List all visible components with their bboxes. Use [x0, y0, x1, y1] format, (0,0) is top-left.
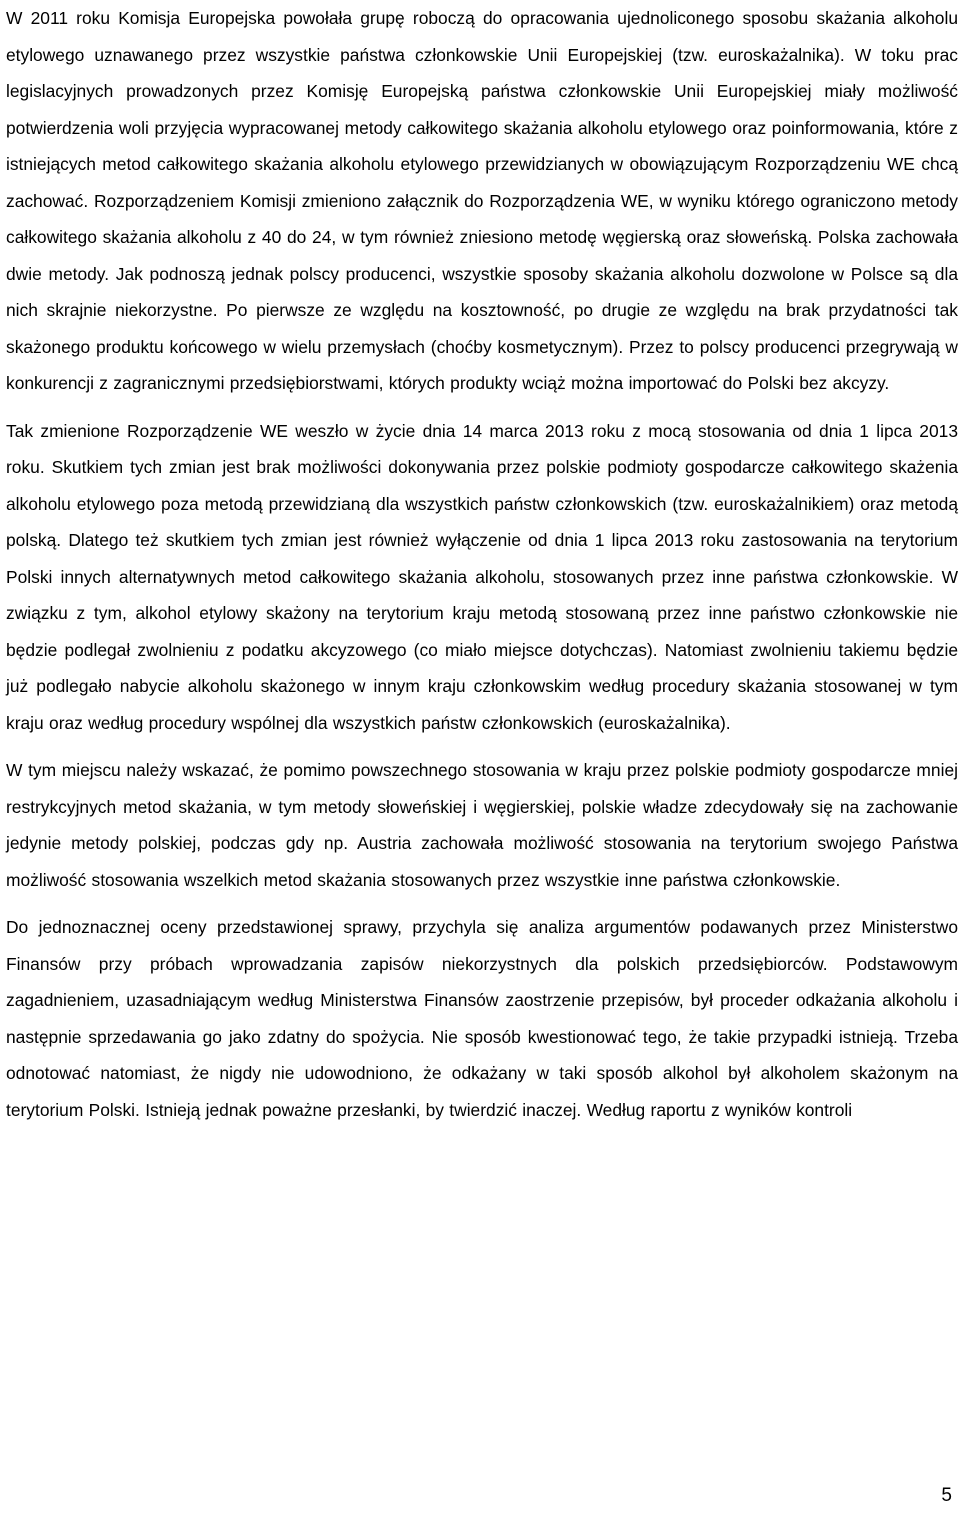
paragraph-eu-denaturant-working-group: W 2011 roku Komisja Europejska powołała grupę roboczą do opracowania ujednoliconego sposobu skażania alkoholu etylowego uznawanego przez wszystkie państwa członkowskie Unii Europejskiej (tzw. euroskażalnika). W toku prac legislacyjnych prowadzonych przez Komisję Europejską państwa członkowskie Unii Europejskiej miały możliwość potwierdzenia woli przyjęcia wypracowanej metody całkowitego skażania alkoholu etylowego oraz poinformowania, które z istniejących metod całkowitego skażania alkoholu etylowego przewidzianych w obowiązującym Rozporządzeniu WE chcą zachować. Rozporządzeniem Komisji zmieniono załącznik do Rozporządzenia WE, w wyniku którego ograniczono metody całkowitego skażania alkoholu z 40 do 24, w tym również zniesiono metodę węgierską oraz słoweńską. Polska zachowała dwie metody. Jak podnoszą jednak polscy producenci, wszystkie sposoby skażania alkoholu dozwolone w Polsce są dla nich skrajnie niekorzystne. Po pierwsze ze względu na kosztowność, po drugie ze względu na brak przydatności tak skażonego produktu końcowego w wielu przemysłach (choćby kosmetycznym). Przez to polscy producenci przegrywają w konkurencji z zagranicznymi przedsiębiorstwami, których produkty wciąż można importować do Polski bez akcyzy.	[6, 8, 958, 393]
page-number: 5	[941, 1485, 952, 1506]
paragraph-ministry-arguments: Do jednoznacznej oceny przedstawionej sprawy, przychyla się analiza argumentów podawanych przez Ministerstwo Finansów przy próbach wprowadzania zapisów niekorzystnych dla polskich przedsiębiorców. Podstawowym zagadnieniem, uzasadniającym według Ministerstwa Finansów zaostrzenie przepisów, był proceder odkażania alkoholu i następnie sprzedawania go jako zdatny do spożycia. Nie sposób kwestionować tego, że takie przypadki istnieją. Trzeba odnotować natomiast, że nigdy nie udowodniono, że odkażany w taki sposób alkohol był alkoholem skażonym na terytorium Polski. Istnieją jednak poważne przesłanki, by twierdzić inaczej. Według raportu z wyników kontroli	[6, 917, 958, 1120]
paragraph-regulation-entry-into-force: Tak zmienione Rozporządzenie WE weszło w życie dnia 14 marca 2013 roku z mocą stosowania od dnia 1 lipca 2013 roku. Skutkiem tych zmian jest brak możliwości dokonywania przez polskie podmioty gospodarcze całkowitego skażenia alkoholu etylowego poza metodą przewidzianą dla wszystkich państw członkowskich (tzw. euroskażalnikiem) oraz metodą polską. Dlatego też skutkiem tych zmian jest również wyłączenie od dnia 1 lipca 2013 roku zastosowania na terytorium Polski innych alternatywnych metod całkowitego skażania alkoholu, stosowanych przez inne państwa członkowskie. W związku z tym, alkohol etylowy skażony na terytorium kraju metodą stosowaną przez inne państwo członkowskie nie będzie podlegał zwolnieniu z podatku akcyzowego (co miało miejsce dotychczas). Natomiast zwolnieniu takiemu będzie już podlegało nabycie alkoholu skażonego w innym kraju członkowskim według procedury skażania stosowanej w tym kraju oraz według procedury wspólnej dla wszystkich państw członkowskich (euroskażalnika).	[6, 420, 958, 733]
document-page	[6, 0, 958, 1128]
paragraph-polish-method-choice: W tym miejscu należy wskazać, że pomimo powszechnego stosowania w kraju przez polskie podmioty gospodarcze mniej restrykcyjnych metod skażania, w tym metody słoweńskiej i węgierskiej, polskie władze zdecydowały się na zachowanie jedynie metody polskiej, podczas gdy np. Austria zachowała możliwość stosowania na terytorium swojego Państwa możliwość stosowania wszelkich metod skażania stosowanych przez wszystkie inne państwa członkowskie.	[6, 760, 958, 890]
